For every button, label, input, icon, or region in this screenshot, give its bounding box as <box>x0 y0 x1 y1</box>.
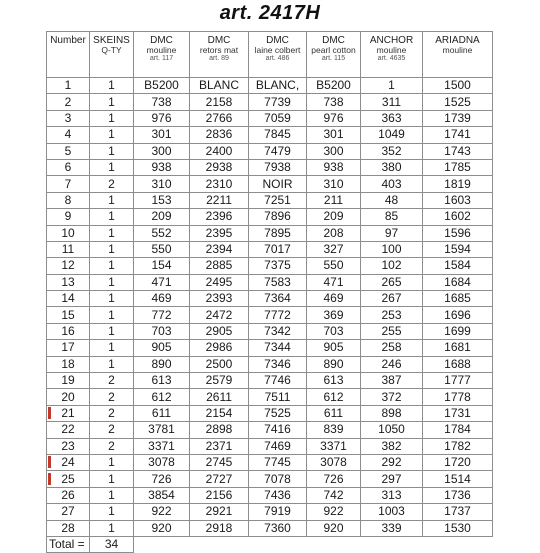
table-cell: 372 <box>361 389 423 405</box>
table-cell: 1688 <box>423 356 493 372</box>
table-cell: 7479 <box>249 143 307 159</box>
column-header-sub: mouline <box>146 45 177 55</box>
table-cell: 1 <box>90 258 134 274</box>
row-number: 21 <box>47 405 90 421</box>
header-row <box>47 32 493 78</box>
table-row <box>47 471 493 487</box>
table-cell: 1 <box>90 209 134 225</box>
column-header-sub: Q-TY <box>101 45 122 55</box>
table-row <box>47 291 493 307</box>
row-number: 16 <box>47 323 90 339</box>
table-cell: 3078 <box>134 454 190 470</box>
table-cell: 253 <box>361 307 423 323</box>
table-cell: 839 <box>307 422 361 438</box>
table-cell: 153 <box>134 192 190 208</box>
table-cell: BLANC, <box>249 78 307 94</box>
table-row <box>47 389 493 405</box>
table-cell: 363 <box>361 110 423 126</box>
row-number: 12 <box>47 258 90 274</box>
column-header-main: DMC <box>150 35 173 46</box>
table-cell: 1 <box>90 504 134 520</box>
table-cell: 550 <box>134 241 190 257</box>
table-cell: 267 <box>361 291 423 307</box>
row-marker <box>48 407 51 419</box>
column-header-main: ANCHOR <box>369 35 414 46</box>
row-number: 20 <box>47 389 90 405</box>
table-cell: 1 <box>361 78 423 94</box>
column-header-detail: art. 4635 <box>377 55 406 62</box>
table-cell: 469 <box>134 291 190 307</box>
table-cell: 258 <box>361 340 423 356</box>
row-number: 24 <box>47 454 90 470</box>
table-cell: 313 <box>361 487 423 503</box>
row-number: 27 <box>47 504 90 520</box>
row-number: 4 <box>47 127 90 143</box>
row-number: 1 <box>47 78 90 94</box>
table-cell: 403 <box>361 176 423 192</box>
table-cell: 2211 <box>190 192 249 208</box>
table-row <box>47 225 493 241</box>
table-cell: 1 <box>90 323 134 339</box>
table-cell: 3854 <box>134 487 190 503</box>
table-cell: 471 <box>307 274 361 290</box>
column-header-sub: laine colbert <box>254 45 301 55</box>
column-header-main: DMC <box>207 35 231 46</box>
table-cell: 1737 <box>423 504 493 520</box>
table-cell: 1 <box>90 471 134 487</box>
row-number: 28 <box>47 520 90 536</box>
row-marker <box>48 473 51 485</box>
table-row <box>47 159 493 175</box>
table-cell: 2 <box>90 373 134 389</box>
column-header-detail: art. 117 <box>149 55 174 62</box>
table-cell: 469 <box>307 291 361 307</box>
table-cell: 1 <box>90 94 134 110</box>
table-cell: 1584 <box>423 258 493 274</box>
table-cell: 703 <box>134 323 190 339</box>
column-header-sub: mouline <box>376 45 407 55</box>
total-value: 34 <box>90 536 134 552</box>
table-body <box>47 78 493 553</box>
table-cell: 85 <box>361 209 423 225</box>
table-cell: 922 <box>134 504 190 520</box>
table-cell: 1731 <box>423 405 493 421</box>
table-row <box>47 258 493 274</box>
table-cell: 1699 <box>423 323 493 339</box>
table-cell: 2727 <box>190 471 249 487</box>
table-cell: 1 <box>90 307 134 323</box>
table-row <box>47 323 493 339</box>
table-cell: 1 <box>90 291 134 307</box>
table-row <box>47 340 493 356</box>
table-cell: 898 <box>361 405 423 421</box>
table-row <box>47 356 493 372</box>
table-row <box>47 192 493 208</box>
table-cell: 211 <box>307 192 361 208</box>
table-cell: 327 <box>307 241 361 257</box>
table-cell: 7938 <box>249 159 307 175</box>
table-cell: 1777 <box>423 373 493 389</box>
table-cell: 703 <box>307 323 361 339</box>
table-cell: 1 <box>90 356 134 372</box>
table-row <box>47 438 493 454</box>
column-header-detail: art. 89 <box>209 55 229 62</box>
table-row <box>47 405 493 421</box>
table-cell: 1778 <box>423 389 493 405</box>
table-cell: 612 <box>134 389 190 405</box>
table-cell: 7745 <box>249 454 307 470</box>
table-cell: 1681 <box>423 340 493 356</box>
column-header <box>190 32 249 78</box>
table-cell: 920 <box>134 520 190 536</box>
table-row <box>47 504 493 520</box>
column-header <box>134 32 190 78</box>
table-cell: 48 <box>361 192 423 208</box>
table-cell: 1819 <box>423 176 493 192</box>
column-header <box>361 32 423 78</box>
row-number: 10 <box>47 225 90 241</box>
table-cell: 311 <box>361 94 423 110</box>
table-cell: 1596 <box>423 225 493 241</box>
table-cell: 154 <box>134 258 190 274</box>
table-cell: 7251 <box>249 192 307 208</box>
row-number: 13 <box>47 274 90 290</box>
table-cell: 2766 <box>190 110 249 126</box>
table-cell: 7896 <box>249 209 307 225</box>
table-cell: 738 <box>134 94 190 110</box>
table-cell: 102 <box>361 258 423 274</box>
table-cell: 7416 <box>249 422 307 438</box>
table-cell: 2156 <box>190 487 249 503</box>
row-number: 6 <box>47 159 90 175</box>
table-cell: 7078 <box>249 471 307 487</box>
table-cell: 2154 <box>190 405 249 421</box>
column-header-sub: mouline <box>442 45 473 55</box>
table-cell: 2918 <box>190 520 249 536</box>
table-cell: 7746 <box>249 373 307 389</box>
table-cell: 1743 <box>423 143 493 159</box>
column-header-main: SKEINS <box>93 35 130 46</box>
column-header <box>307 32 361 78</box>
table-cell: 209 <box>307 209 361 225</box>
table-cell: 300 <box>134 143 190 159</box>
table-cell: 2 <box>90 405 134 421</box>
table-cell: 7342 <box>249 323 307 339</box>
table-cell: 938 <box>307 159 361 175</box>
table-cell: 550 <box>307 258 361 274</box>
table-cell: 612 <box>307 389 361 405</box>
table-cell: 1602 <box>423 209 493 225</box>
table-row <box>47 78 493 94</box>
row-number: 22 <box>47 422 90 438</box>
table-cell: 2611 <box>190 389 249 405</box>
table-cell: 382 <box>361 438 423 454</box>
table-cell: 2500 <box>190 356 249 372</box>
table-row <box>47 94 493 110</box>
table-cell: 613 <box>307 373 361 389</box>
table-cell: 1 <box>90 274 134 290</box>
total-label: Total = <box>47 536 90 552</box>
table-cell: 97 <box>361 225 423 241</box>
table-cell: 1 <box>90 127 134 143</box>
table-cell: 938 <box>134 159 190 175</box>
row-number: 19 <box>47 373 90 389</box>
table-cell: 1736 <box>423 487 493 503</box>
table-cell: 1530 <box>423 520 493 536</box>
row-number: 3 <box>47 110 90 126</box>
row-number: 11 <box>47 241 90 257</box>
row-number: 26 <box>47 487 90 503</box>
table-cell: 297 <box>361 471 423 487</box>
table-cell: 7364 <box>249 291 307 307</box>
column-header-detail: art. 486 <box>265 55 290 62</box>
table-cell: 905 <box>307 340 361 356</box>
table-cell: 726 <box>134 471 190 487</box>
table-cell: 255 <box>361 323 423 339</box>
table-cell: 339 <box>361 520 423 536</box>
table-cell: 7360 <box>249 520 307 536</box>
table-cell: 552 <box>134 225 190 241</box>
table-cell: 1 <box>90 159 134 175</box>
column-header <box>249 32 307 78</box>
row-number: 15 <box>47 307 90 323</box>
table-cell: 976 <box>134 110 190 126</box>
table-cell: 7583 <box>249 274 307 290</box>
table-cell: 380 <box>361 159 423 175</box>
table-row <box>47 241 493 257</box>
table-cell: 1525 <box>423 94 493 110</box>
table-row <box>47 487 493 503</box>
table-cell: 2938 <box>190 159 249 175</box>
table-cell: 471 <box>134 274 190 290</box>
column-header-main: Number <box>50 35 86 46</box>
table-cell: 300 <box>307 143 361 159</box>
table-cell: 2579 <box>190 373 249 389</box>
table-row <box>47 143 493 159</box>
table-cell: 7375 <box>249 258 307 274</box>
table-cell: 2836 <box>190 127 249 143</box>
table-cell: 772 <box>134 307 190 323</box>
table-cell: 2394 <box>190 241 249 257</box>
table-cell: 890 <box>134 356 190 372</box>
table-cell: 2400 <box>190 143 249 159</box>
table-cell: 1594 <box>423 241 493 257</box>
table-cell: 1720 <box>423 454 493 470</box>
row-number: 7 <box>47 176 90 192</box>
table-cell: 2 <box>90 389 134 405</box>
table-cell: 7772 <box>249 307 307 323</box>
row-number: 23 <box>47 438 90 454</box>
table-cell: 1785 <box>423 159 493 175</box>
table-cell: 1 <box>90 241 134 257</box>
table-cell: 2395 <box>190 225 249 241</box>
table-cell: 7469 <box>249 438 307 454</box>
table-row <box>47 274 493 290</box>
table-cell: 387 <box>361 373 423 389</box>
table-cell: 301 <box>134 127 190 143</box>
table-cell: 310 <box>134 176 190 192</box>
table-cell: 3781 <box>134 422 190 438</box>
table-row <box>47 176 493 192</box>
table-cell: 1 <box>90 225 134 241</box>
table-cell: 613 <box>134 373 190 389</box>
table-cell: 310 <box>307 176 361 192</box>
table-cell: 1739 <box>423 110 493 126</box>
column-header-main: DMC <box>322 35 345 46</box>
table-cell: 1514 <box>423 471 493 487</box>
table-row <box>47 520 493 536</box>
table-cell: 3078 <box>307 454 361 470</box>
table-cell: 209 <box>134 209 190 225</box>
table-cell: 265 <box>361 274 423 290</box>
table-cell: 100 <box>361 241 423 257</box>
table-cell: 2921 <box>190 504 249 520</box>
table-cell: 7436 <box>249 487 307 503</box>
chart-title: art. 2417H <box>219 2 321 24</box>
row-number: 5 <box>47 143 90 159</box>
table-cell: 2905 <box>190 323 249 339</box>
table-cell: 2158 <box>190 94 249 110</box>
table-cell: 7511 <box>249 389 307 405</box>
table-cell: 1050 <box>361 422 423 438</box>
table-cell: 7895 <box>249 225 307 241</box>
table-cell: 905 <box>134 340 190 356</box>
table-cell: 738 <box>307 94 361 110</box>
table-row <box>47 127 493 143</box>
table-row <box>47 307 493 323</box>
table-cell: 3371 <box>307 438 361 454</box>
table-cell: 1 <box>90 340 134 356</box>
table-cell: NOIR <box>249 176 307 192</box>
table-cell: 292 <box>361 454 423 470</box>
table-cell: 1 <box>90 487 134 503</box>
table-cell: 7845 <box>249 127 307 143</box>
table-row <box>47 422 493 438</box>
row-number: 14 <box>47 291 90 307</box>
total-row <box>47 536 493 552</box>
column-header <box>90 32 134 78</box>
table-cell: 922 <box>307 504 361 520</box>
table-cell: 1500 <box>423 78 493 94</box>
table-cell: 2 <box>90 438 134 454</box>
color-key-table <box>46 31 493 553</box>
table-cell: 2472 <box>190 307 249 323</box>
column-header-main: ARIADNA <box>435 35 480 46</box>
table-cell: 1 <box>90 78 134 94</box>
table-cell: 611 <box>307 405 361 421</box>
table-cell: 352 <box>361 143 423 159</box>
table-cell: 3371 <box>134 438 190 454</box>
column-header <box>47 32 90 78</box>
table-cell: BLANC <box>190 78 249 94</box>
row-marker <box>48 456 51 468</box>
table-cell: 7017 <box>249 241 307 257</box>
table-cell: 611 <box>134 405 190 421</box>
table-header <box>47 32 493 78</box>
table-cell: 2396 <box>190 209 249 225</box>
table-row <box>47 373 493 389</box>
table-cell: 890 <box>307 356 361 372</box>
table-cell: 2885 <box>190 258 249 274</box>
table-cell: 1696 <box>423 307 493 323</box>
table-cell: 7346 <box>249 356 307 372</box>
table-cell: 1 <box>90 520 134 536</box>
table-cell: 246 <box>361 356 423 372</box>
table-cell: 208 <box>307 225 361 241</box>
table-cell: 2898 <box>190 422 249 438</box>
table-cell: 1784 <box>423 422 493 438</box>
table-cell: 301 <box>307 127 361 143</box>
column-header-sub: pearl cotton <box>311 45 356 55</box>
table-cell: 742 <box>307 487 361 503</box>
table-cell: 2495 <box>190 274 249 290</box>
table-cell: 1684 <box>423 274 493 290</box>
table-cell: 1 <box>90 110 134 126</box>
table-cell: 7739 <box>249 94 307 110</box>
table-row <box>47 209 493 225</box>
table-cell: 1782 <box>423 438 493 454</box>
table-cell: 1003 <box>361 504 423 520</box>
row-number: 8 <box>47 192 90 208</box>
table-cell: 2393 <box>190 291 249 307</box>
table-cell: 7344 <box>249 340 307 356</box>
table-cell: 2 <box>90 422 134 438</box>
table-cell: 1603 <box>423 192 493 208</box>
row-number: 18 <box>47 356 90 372</box>
table-cell: 2986 <box>190 340 249 356</box>
table-cell: 369 <box>307 307 361 323</box>
table-cell: 1049 <box>361 127 423 143</box>
table-cell: 2310 <box>190 176 249 192</box>
table-cell: 7525 <box>249 405 307 421</box>
row-number: 17 <box>47 340 90 356</box>
table-cell: B5200 <box>307 78 361 94</box>
table-row <box>47 110 493 126</box>
table-cell: 920 <box>307 520 361 536</box>
column-header-detail: art. 115 <box>321 55 346 62</box>
row-number: 9 <box>47 209 90 225</box>
table-cell: 2 <box>90 176 134 192</box>
table-cell: 1 <box>90 192 134 208</box>
row-number: 2 <box>47 94 90 110</box>
total-row-blank <box>134 536 493 552</box>
column-header <box>423 32 493 78</box>
table-cell: 2371 <box>190 438 249 454</box>
table-row <box>47 454 493 470</box>
column-header-main: DMC <box>266 35 289 46</box>
table-cell: 1685 <box>423 291 493 307</box>
column-header-sub: retors mat <box>199 45 239 55</box>
table-cell: 2745 <box>190 454 249 470</box>
table-cell: 1 <box>90 454 134 470</box>
table-cell: 1 <box>90 143 134 159</box>
table-cell: 726 <box>307 471 361 487</box>
table-cell: 7919 <box>249 504 307 520</box>
table-cell: B5200 <box>134 78 190 94</box>
row-number: 25 <box>47 471 90 487</box>
table-cell: 7059 <box>249 110 307 126</box>
table-cell: 1741 <box>423 127 493 143</box>
table-cell: 976 <box>307 110 361 126</box>
